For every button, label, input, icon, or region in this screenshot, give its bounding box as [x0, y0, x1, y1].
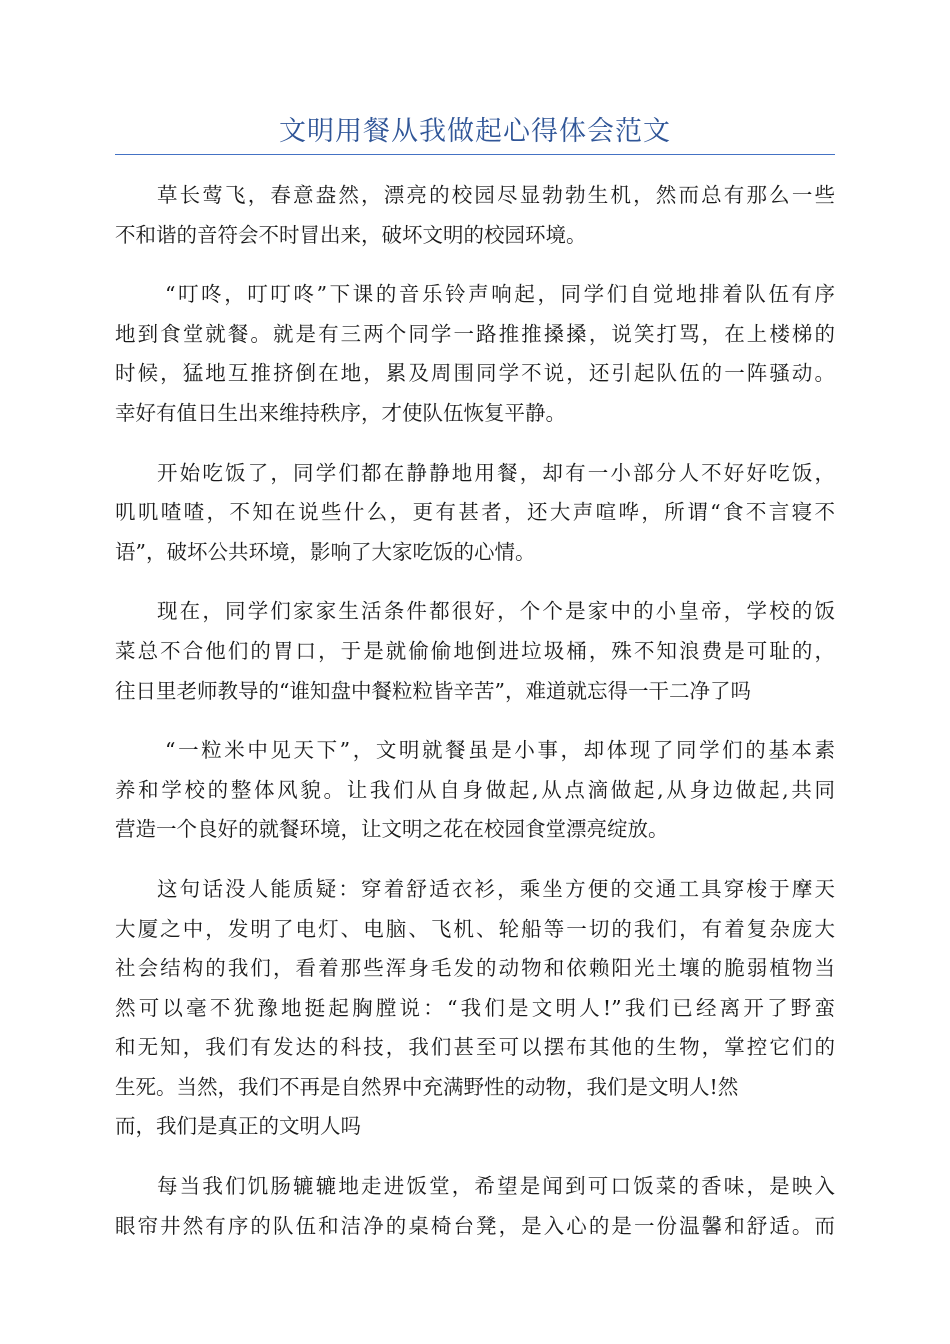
document-title: 文明用餐从我做起心得体会范文 [279, 116, 671, 147]
paragraph-line: 叽叽喳喳，不知在说些什么，更有甚者，还大声喧哗，所谓“食不言寝不 [115, 500, 835, 525]
paragraph-line: 现在，同学们家家生活条件都很好，个个是家中的小皇帝，学校的饭 [157, 599, 835, 624]
paragraph-2 [115, 275, 835, 433]
paragraph-line: 社会结构的我们，看着那些浑身毛发的动物和依赖阳光土壤的脆弱植物当 [115, 956, 835, 981]
paragraph-7 [115, 1167, 835, 1246]
paragraph-line: 而，我们是真正的文明人吗 [115, 1114, 361, 1139]
paragraph-line: 地到食堂就餐。就是有三两个同学一路推推搡搡，说笑打骂，在上楼梯的 [115, 321, 835, 346]
paragraph-line: 这句话没人能质疑：穿着舒适衣衫，乘坐方便的交通工具穿梭于摩天 [157, 876, 835, 901]
paragraph-line: 养和学校的整体风貌。让我们从自身做起,从点滴做起,从身边做起,共同 [115, 777, 835, 802]
paragraph-line: 往日里老师教导的“谁知盘中餐粒粒皆辛苦”，难道就忘得一干二净了吗 [115, 678, 751, 703]
paragraph-line: 草长莺飞，春意盎然，漂亮的校园尽显勃勃生机，然而总有那么一些 [157, 183, 835, 207]
paragraph-line: 大厦之中，发明了电灯、电脑、飞机、轮船等一切的我们，有着复杂庞大 [115, 916, 835, 941]
paragraph-line: 幸好有值日生出来维持秩序，才使队伍恢复平静。 [115, 400, 566, 425]
paragraph-line: 生死。当然，我们不再是自然界中充满野性的动物，我们是文明人!然 [115, 1074, 739, 1099]
paragraph-line: 和无知，我们有发达的科技，我们甚至可以摆布其他的生物，掌控它们的 [115, 1035, 835, 1060]
paragraph-6 [115, 870, 835, 1147]
paragraph-line: 营造一个良好的就餐环境，让文明之花在校园食堂漂亮绽放。 [115, 817, 669, 842]
paragraph-line: 不和谐的音符会不时冒出来，破坏文明的校园环境。 [115, 222, 587, 247]
paragraph-line: 时候，猛地互推挤倒在地，累及周围同学不说，还引起队伍的一阵骚动。 [115, 361, 835, 386]
paragraph-3 [115, 454, 835, 573]
paragraph-line: 开始吃饭了，同学们都在静静地用餐，却有一小部分人不好好吃饭， [157, 460, 835, 485]
paragraph-line: 然可以毫不犹豫地挺起胸膛说：“我们是文明人!”我们已经离开了野蛮 [115, 995, 835, 1020]
paragraph-line: 眼帘井然有序的队伍和洁净的桌椅台凳，是入心的是一份温馨和舒适。而 [115, 1213, 835, 1238]
document-body [115, 176, 835, 1266]
paragraph-1 [115, 176, 835, 255]
paragraph-5 [115, 731, 835, 850]
paragraph-4 [115, 592, 835, 711]
paragraph-line: 菜总不合他们的胃口，于是就偷偷地倒进垃圾桶，殊不知浪费是可耻的， [115, 638, 835, 663]
paragraph-line: “叮咚，叮叮咚”下课的音乐铃声响起，同学们自觉地排着队伍有序 [165, 282, 835, 307]
paragraph-line: 每当我们饥肠辘辘地走进饭堂，希望是闻到可口饭菜的香味，是映入 [157, 1174, 835, 1199]
title-underline [115, 154, 835, 155]
paragraph-line: “一粒米中见天下”，文明就餐虽是小事，却体现了同学们的基本素 [165, 738, 835, 763]
paragraph-line: 语”，破坏公共环境，影响了大家吃饭的心情。 [115, 539, 536, 564]
